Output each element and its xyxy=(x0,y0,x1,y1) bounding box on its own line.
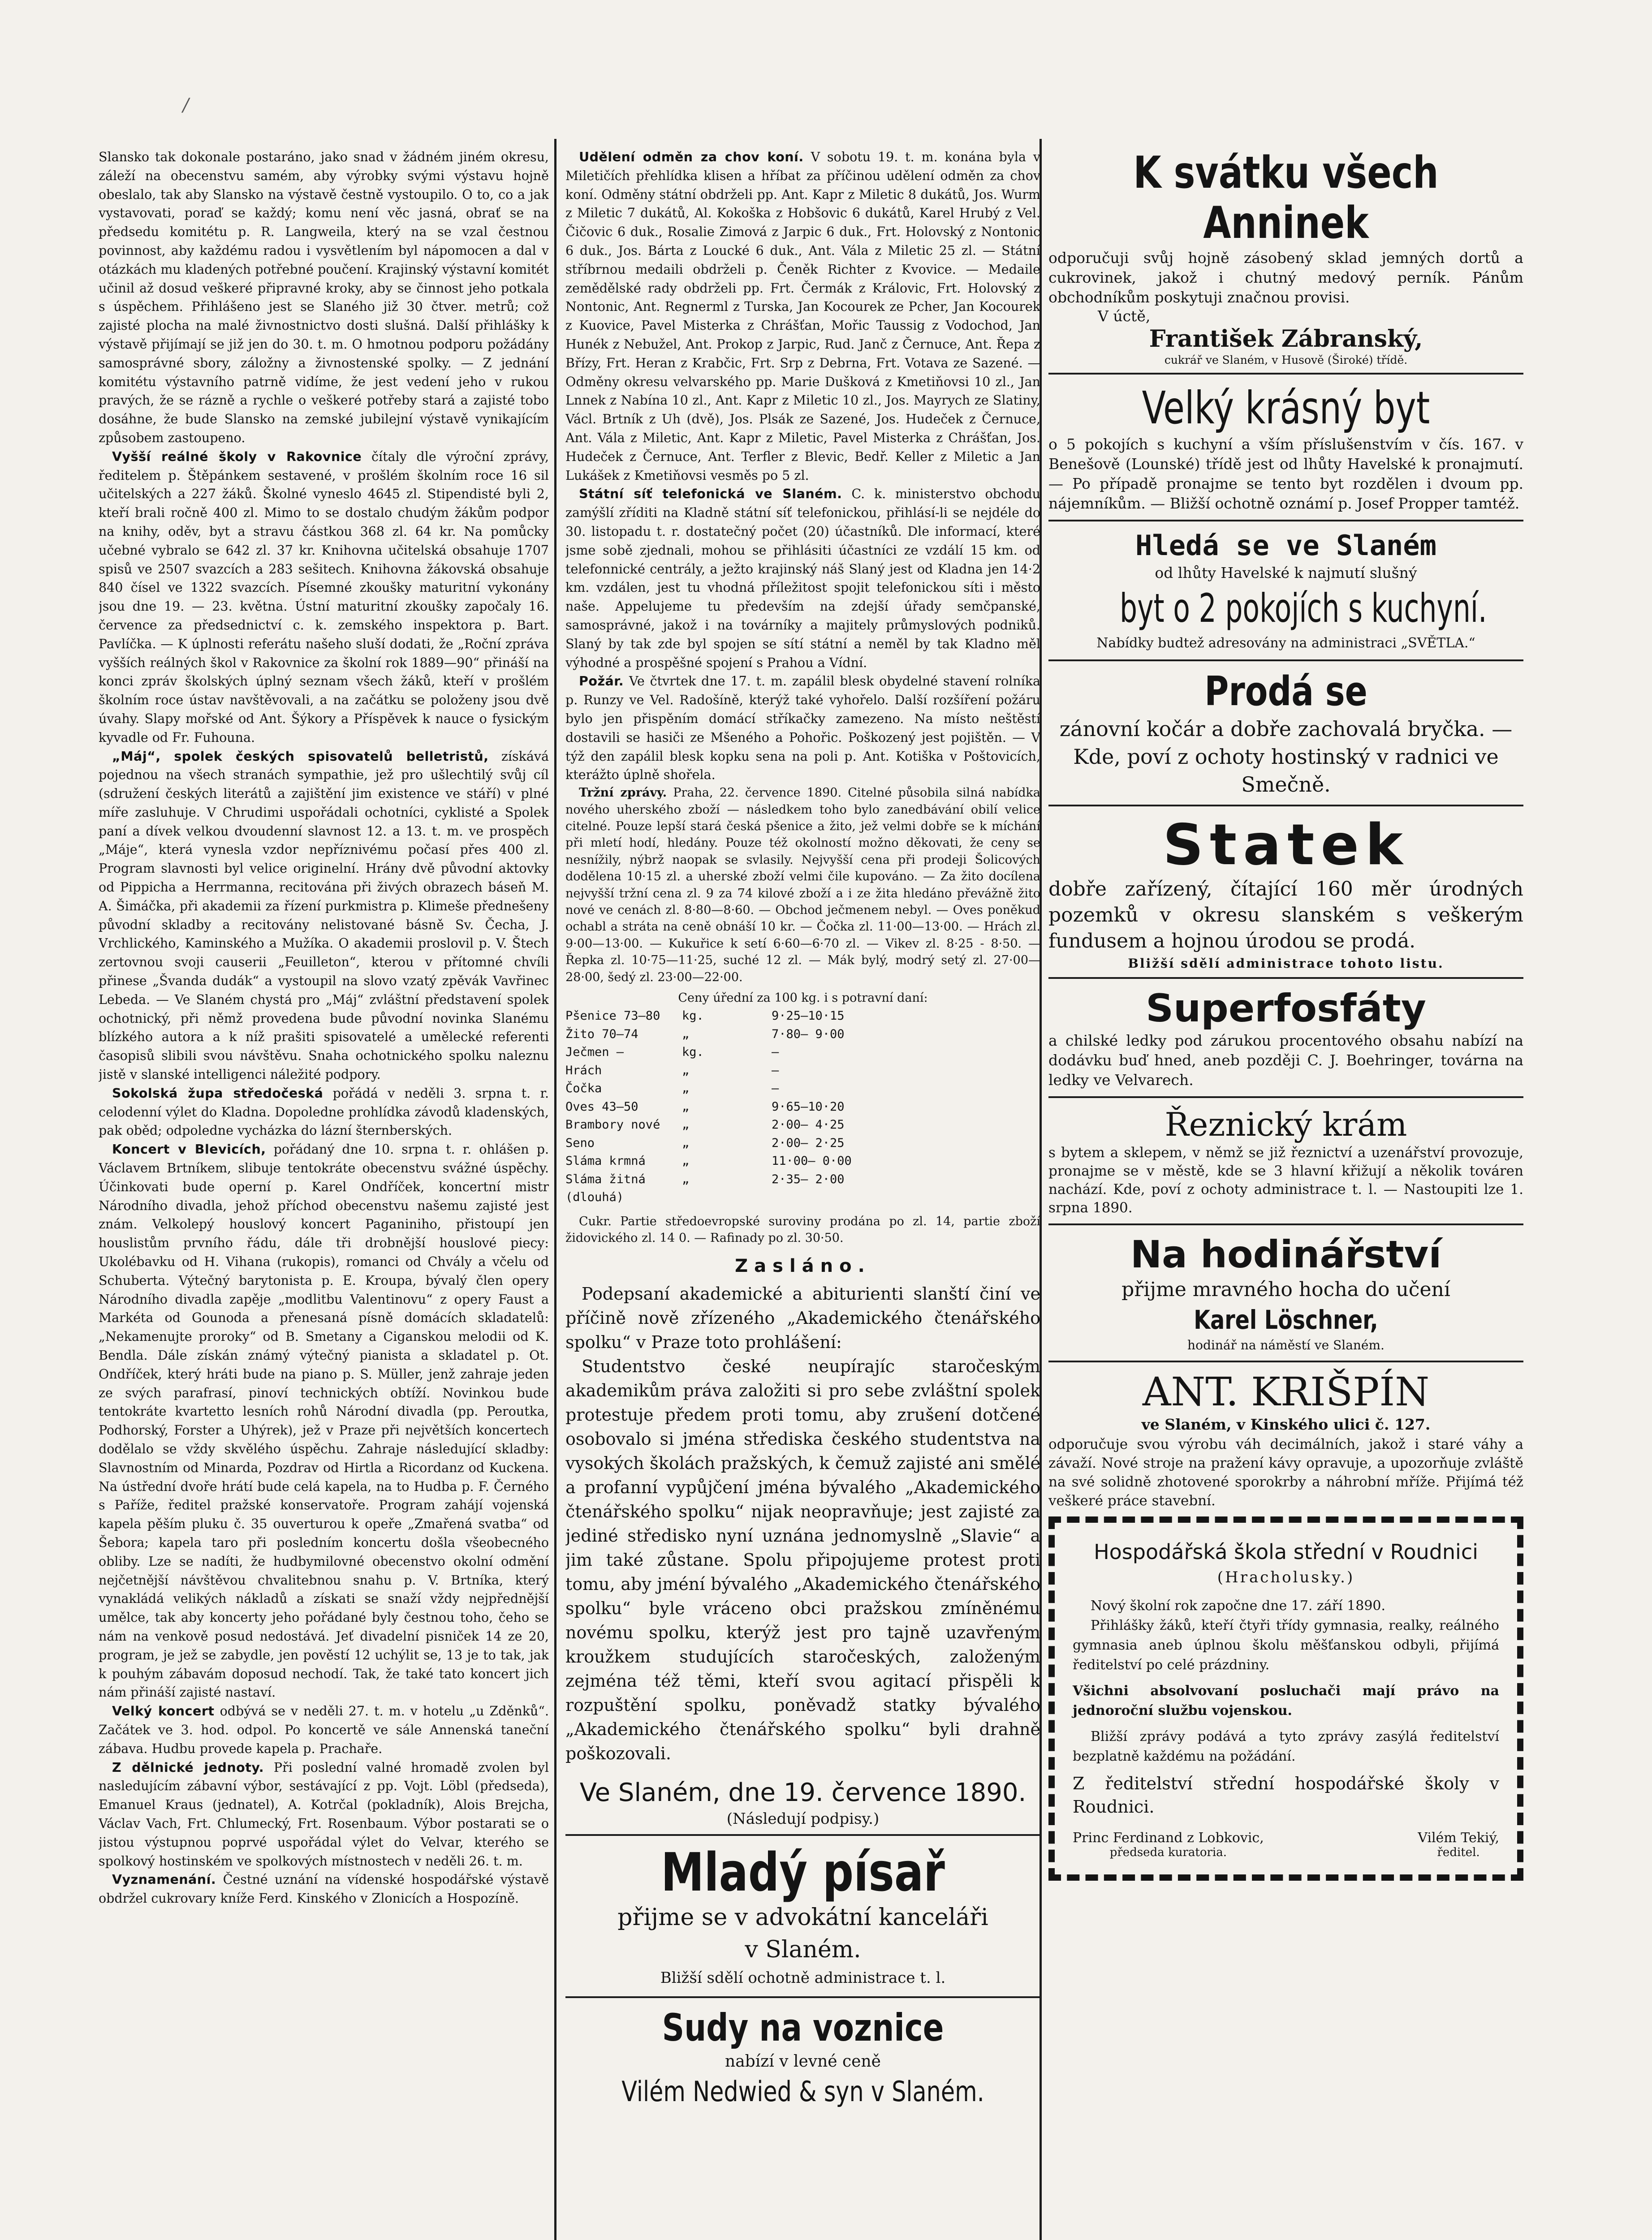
price-row xyxy=(565,1134,1040,1153)
price-table-caption: Ceny úřední za 100 kg. i s potravní daní: xyxy=(678,991,928,1005)
ad-krispin xyxy=(1048,1370,1523,1510)
article-vyznamenani-heading: Vyznamenání. xyxy=(112,1872,216,1887)
price-name: Sláma žitná (dlouhá) xyxy=(565,1172,646,1205)
price-name: Ječmen — xyxy=(565,1045,624,1060)
article-sokol-heading: Sokolská župa středočeská xyxy=(112,1086,323,1101)
divider xyxy=(1048,1096,1523,1098)
divider xyxy=(565,1834,1040,1836)
price-name: Hrách xyxy=(565,1063,602,1077)
column-rule-left xyxy=(554,139,556,2240)
article-pozar-heading: Požár. xyxy=(579,674,624,689)
price-unit: „ xyxy=(682,1063,690,1077)
price-name: Žito 70—74 xyxy=(565,1027,638,1041)
ad-statek-text: dobře zařízený, čítající 160 měr úrodných pozemků v okresu slanském s veškerým fundusem a hojnou úrodou se prodá. xyxy=(1048,878,1523,952)
ad-reznicky-kram-title: Řeznický krám xyxy=(1165,1106,1407,1143)
price-unit: „ xyxy=(682,1154,690,1168)
news-column-left xyxy=(99,148,549,2240)
price-name: Pšenice 73—80 xyxy=(565,1009,660,1023)
zaslano-dateline: Ve Slaném, dne 19. července 1890. xyxy=(579,1778,1027,1807)
article-rakovnice xyxy=(99,448,549,747)
ad-anninek-name: František Zábranský, xyxy=(1149,325,1423,353)
ad-sudy-line2: Vilém Nedwied & syn v Slaném. xyxy=(621,2075,984,2108)
article-rakovnice-heading: Vyšší reálné školy v Rakovnice xyxy=(112,449,362,464)
price-row xyxy=(565,1098,1040,1116)
ad-skola-p1: Nový školní rok započne dne 17. září 1890. xyxy=(1091,1598,1386,1614)
ad-hleda-note: Nabídky budtež adresovány na administraci „SVĚTLA.“ xyxy=(1096,635,1475,651)
article-vyznamenani-text: Čestné uznání na vídenské hospodářské výstavě obdržel cukrovary kníže Ferd. Kinského v Zlonicích a Hospozíně. xyxy=(99,1872,549,1906)
price-value: — xyxy=(772,1063,779,1077)
price-row xyxy=(565,1080,1040,1098)
article-odmeny-heading: Udělení odměn za chov koní. xyxy=(579,150,804,164)
divider xyxy=(1048,1223,1523,1225)
price-row xyxy=(565,1007,1040,1025)
ad-krispin-text: odporučuje svou výrobu váh decimálních, jakož i staré váhy a závaží. Nové stroje na pražení kávy opravuje, a upozorňuje zvláště na své solidně zhotovené sporokrby a náhrobní mříže. Přijímá též veškeré práce stavební. xyxy=(1048,1436,1523,1509)
article-maj-heading: „Máj“, spolek českých spisovatelů belletristů, xyxy=(112,749,489,764)
article-delnicka-jednota-text: Při poslední valné hromadě zvolen byl nasledujícím zábavní výbor, sestávající z pp. Vojt. Löbl (předseda), Emanuel Kraus (jednatel), A. Kotrčal (pokladník), Alois Brejcha, Václav Vach, Frt. Chlumecký, Frt. Rosenbaum. Výbor postarati se o jistou výstupnou poprvé uspořádal výlet do Velvar, kterého se spolkový hostinském ve spolkových místnostech v neděli 26. t. m. xyxy=(99,1760,549,1869)
price-row xyxy=(565,1171,1040,1207)
article-vyznamenani xyxy=(99,1870,549,1908)
price-unit: „ xyxy=(682,1081,690,1096)
article-velky-koncert-heading: Velký koncert xyxy=(112,1704,215,1719)
ad-skola-sub: (Hracholusky.) xyxy=(1217,1568,1355,1586)
price-value: 7·80— 9·00 xyxy=(772,1027,845,1041)
article-telefon-text: C. k. ministerstvo obchodu zamýšlí zříditi na Kladně státní síť telefonickou, přihlásí-li se nejdéle do 30. listopadu t. r. dostatečný počet (20) účastníků. Dle informací, které jsme sobě zjednali, mohou se přihlásiti účastníci ze vzdálí 15 km. od telefonnické centrály, a ježto krajinský náš Slaný jest od Kladna jen 14·2 km. vzdálen, jest tu vhodná příležitost spojit telefonickou síti i město naše. Appelujeme tu především na zdejší úřady semčpanské, samosprávné, jakož i na továrníky a majitely průmyslových podniků. Slaný by tak zde byl spojen se sítí státní a neměl by tak Kladno měl výhodné a prospěšné spojení s Prahou a Vídní. xyxy=(565,487,1040,670)
price-value: 2·35— 2·00 xyxy=(772,1172,845,1186)
ad-hleda-title: Hledá se ve Slaném xyxy=(1135,529,1436,562)
zaslano-heading: Zasláno. xyxy=(735,1255,871,1276)
zaslano-intro: Podepsaní akademické a abiturienti slanští činí ve příčině nově zřízeného „Akademického čtenářského spolku“ v Praze toto prohlášení: xyxy=(565,1284,1040,1352)
article-telefon xyxy=(565,485,1040,672)
ad-hleda xyxy=(1048,529,1523,653)
ad-anninek xyxy=(1048,148,1523,366)
ad-skola-sig2: Vilém Tekiý, xyxy=(1418,1830,1499,1846)
ad-superfosfaty-text: a chilské ledky pod zárukou procentového obsahu nabízí na dodávku buď hned, aneb později C. J. Boehringer, továrna na ledky ve Velvarech. xyxy=(1048,1032,1523,1089)
ad-hospodarska-skola xyxy=(1048,1516,1523,1881)
price-value: 9·65—10·20 xyxy=(772,1099,845,1114)
article-koncert-heading: Koncert v Blevicích, xyxy=(112,1142,266,1157)
ad-hleda-big: byt o 2 pokojích s kuchyní. xyxy=(1120,585,1487,631)
ad-mlady-pisar-title: Mladý písař xyxy=(661,1841,945,1903)
ad-mlady-pisar-line1: přijme se v advokátní kanceláři xyxy=(617,1904,988,1931)
ad-statek-title: Statek xyxy=(1163,812,1409,878)
ad-mlady-pisar xyxy=(565,1843,1040,1990)
ad-skola-p5: Z ředitelství střední hospodářské školy v Roudnici. xyxy=(1073,1774,1499,1817)
ad-superfosfaty xyxy=(1048,986,1523,1090)
ad-hodinarstvi-sub: přijme mravného hocha do učení xyxy=(1121,1278,1450,1301)
article-trzni-zpravy-text: Praha, 22. července 1890. Citelné působila silná nabídka nového uherského zboží — následkem toho bylo zanedbávání obilí velice citelné. Pouze lepší stará česká pšenice a žito, jež velmi dobře se k míchání při mletí hodí, hledány. Pouze též okolností možno děkovati, že ceny se nesnížily, nýbrž naopak se svlasily. Nejvyšší cena při prodeji Šolicových dodělena 10·15 zl. a uherské zboží velmi čile kupováno. — Za žito docílena nejvyšší tržní cena zl. 9 za 74 kilové zboží a i ze žita hledáno převážně žito nové ve cenách zl. 8·80—8·60. — Obchod ječmenem nebyl. — Oves poněkud ochabl a stráta na ceně obnáší 10 kr. — Čočka zl. 11·00—13·00. — Hrách zl. 9·00—13·00. — Kukuřice k setí 6·60—6·70 zl. — Vikev zl. 8·25 - 8·50. — Řepka zl. 10·75—11·25, suché 12 zl. — Mák bylý, modrý setý zl. 27·00—28·00, šedý zl. 23·00—22·00. xyxy=(565,786,1040,984)
price-unit: kg. xyxy=(682,1009,704,1023)
ad-hodinarstvi-name: Karel Löschner, xyxy=(1194,1305,1378,1335)
ad-skola-signatures xyxy=(1073,1830,1499,1859)
article-koncert-text: pořádaný dne 10. srpna t. r. ohlášen p. Václavem Brtníkem, slibuje tentokráte obecenstvu svážné úspěchy. Účinkovati bude operní p. Karel Ondříček, koncertní mistr Národního divadla, jehož příchod obecenstvu našemu zajisté jest znám. Velkolepý houslový koncert Paganiniho, přistoupí jen houslistům prvního řádu, dále tři drobnější houslové piecy: Ukolébavku od H. Vihana (rukopis), romanci od Chvály a včelu od Schuberta. Výtečný barytonista p. E. Kroupa, bývalý člen opery Národního divadla zapěje „modlitbu Valentinovu“ z opery Faust a Markéta od Gounoda a přenesaná písně domácích skladatelů: „Nekamenujte proroky“ od B. Smetany a Ciganskou melodii od K. Bendla. Dále získán známý výtečný pianista a skladatel p. Ot. Ondříček, který hráti bude na piano p. S. Müller, jenž zahraje jeden ze svých parafrasí, pinoví technických obtíží. Novinkou bude tentokráte kvartetto lesních rohů Národní divadla (pp. Peroutka, Podhorský, Forster a Uhýrek), jež v Praze při největších koncertech dodělalo se vždy skvělého úspěchu. Zahraje následující skladby: Slavnostním od Minarda, Pozdrav od Hirtla a Ricordanz od Kuckena. Na ústřední dvoře hrátí bude celá kapela, na to Hudba p. F. Černého s Paříže, ředitel pražské konservatoře. Program zahájí vojenská kapela pěším pluku č. 35 ouverturou k opeře „Zmařená svatba“ od Šebora; kapela taro při posledním koncertu došla všeobecného obliby. Lze se nadíti, že hudbymilovné obecenstvo okolní odmění nejčetnější návštěvou chvalitebnou snahu p. V. Brtníka, který vynakládá velikých nákladů a získati se snaží vždy nejpřednější umělce, tak aby koncerty jeho pořádané byly čestnou toho, čeho se nám na venkově posud nedostává. Jeť divadelní pisniček 14 ze 20, program, je jež se zabydle, jen pověstí 12 uchýlit se, 13 je to tak, jak k pouhým zábavám doposud nechodí. Tak, že také tato koncert jich nám přináší zajisté nastaví. xyxy=(99,1142,549,1700)
divider xyxy=(565,1996,1040,1998)
ad-skola-title: Hospodářská škola střední v Roudnici xyxy=(1094,1540,1478,1564)
price-row xyxy=(565,1152,1040,1171)
article-velky-koncert xyxy=(99,1702,549,1758)
ad-byt-title: Velký krásný byt xyxy=(1142,382,1430,434)
divider xyxy=(1048,1361,1523,1362)
article-exhibition: Slansko tak dokonale postaráno, jako snad v žádném jiném okresu, záleží na obecenstvu samém, aby výrobky svými výstavu hojně obeslalo, tak aby Slansko na výstavě čestně vystoupilo. O to, co a jak vystavovati, poraď se každý; komu není věc jasná, obrať se na předsedu komitétu p. R. Langweila, který na se vzal čestnou povinnost, aby každému radou i vysvětlením byl nápomocen a dal v otázkách mu kladených potřebné poučení. Krajinský výstavní komitét učinil až dosud veškeré připravné kroky, aby se činnost jeho potkala s úspěchem. Přihlášeno jest se Slaného již 30 čtver. metrů; což zajisté plocha na malé živnostnictvo dosti slušná. Další přihlášky k výstavě přijímají se již jen do 30. t. m. O hmotnou podporu požádány samosprávné sbory, záložny a živnostenské spolky. — Z jednání komitétu výstavního patrně vidíme, že jest vedení jeho v rukou pravých, že se rázně a rychle o veškeré potřeby stará a zajisté tobo dosáhne, že bude Slansko na zemské jubilejní výstavě vynikajícím způsobem zastoupeno. xyxy=(99,150,549,445)
price-value: 9·25—10·15 xyxy=(772,1009,845,1023)
price-name: Oves 43—50 xyxy=(565,1099,638,1114)
ad-byt xyxy=(1048,382,1523,513)
price-row xyxy=(565,1025,1040,1044)
ad-sudy xyxy=(565,2005,1040,2110)
article-telefon-heading: Státní síť telefonická ve Slaném. xyxy=(579,487,842,502)
zaslano-signatures-note: (Následují podpisy.) xyxy=(726,1809,880,1828)
ad-byt-text: o 5 pokojích s kuchyní a vším příslušenstvím v čís. 167. v Benešově (Lounské) třídě jest od lhůty Havelské k pronajmutí. — Po případě pronajme se tento byt rozdělen i dvoum pp. nájemníkům. — Bližší ochotně oznámí p. Josef Propper tamtéž. xyxy=(1048,435,1523,512)
zaslano-body: Studentstvo české neupírajíc staročeským akademikům práva založiti si pro sebe zvláštní spolek protestuje předem proti tomu, aby zrušení dotčené osobovalo si jména střediska českého studentstva na vysokých školách pražských, k čemuž zajisté ani smělé a profanní vypůjčení jména bývalého „Akademického čtenářského spolku“ nijak neopravňuje; jest zajisté za jediné středisko nyní uznána jednomyslně „Slavie“ a jim také zůstane. Spolu připojujeme protest proti tomu, aby jméní bývalého „Akademického čtenářského spolku“ byle vráceno obci pražskou zmíněnému novému spolku, kterýž jest pro tajně uzavřeným kroužkem studujících staročeských, založeným zejména též těmi, kteří svou agitací přispěli k rozpuštění spolku, poněvadž statky bývalého „Akademického čtenářského spolku“ byli drahně poškozovali. xyxy=(565,1356,1040,1763)
ad-skola-sig1: Princ Ferdinand z Lobkovic, xyxy=(1073,1830,1264,1846)
ad-sudy-title: Sudy na voznice xyxy=(662,2005,944,2050)
ad-proda xyxy=(1048,668,1523,798)
divider xyxy=(1048,659,1523,661)
ad-skola-sig2-role: ředitel. xyxy=(1437,1846,1480,1859)
price-unit: „ xyxy=(682,1118,690,1132)
article-odmeny-text: V sobotu 19. t. m. konána byla v Miletičích přehlídka klisen a hříbat za příčinou udělení odměn za chov koní. Odměny státní obdrželi pp. Ant. Kapr z Miletic 8 dukátů, Jos. Wurm z Miletic 7 dukátů, Al. Kokoška z Hobšovic 6 dukátů, Karel Hrubý z Vel. Čičovic 6 duk., Rosalie Zimová z Jarpic 6 duk., Frt. Holovský z Nontonic 6 duk., Jos. Bárta z Loucké 6 duk., Ant. Vála z Miletic 25 zl. — Státní stříbrnou medaili obdrželi p. Čeněk Richter z Kvovice. — Medaile zemědělské rady obdrželi pp. Frt. Čermák z Královic, Frt. Holovský z Nontonic, Ant. Regnerml z Turska, Jan Kocourek ze Pcher, Jan Kocourek z Kuovice, Pavel Misterka z Chrášťan, Mořic Taussig z Vodochod, Jan Hunék z Nebužel, Ant. Prokop z Jarpic, Rud. Janč z Černuce, Ant. Řepa z Břízy, Frt. Heran z Krabčic, Frt. Srp z Debrna, Frt. Votava ze Sazené. — Odměny okresu velvarského pp. Marie Dušková z Kmetiňovsi 10 zl., Jan Lnnek z Nabína 10 zl., Ant. Kapr z Miletic 10 zl., Jos. Mayrych ze Slatiny, Václ. Brtník z Uh (dvě), Jos. Plsák ze Sazené, Jos. Hudeček z Černuce, Ant. Vála z Miletic, Ant. Kapr z Miletic, Pavel Misterka z Chrášťan, Jos. Hudeček z Černuce, Ant. Terfler z Blevic, Bedř. Keller z Miletic a Jan Lukášek z Kmetiňovsi vesměs po 5 zl. xyxy=(565,150,1040,483)
price-value: — xyxy=(772,1081,779,1096)
ad-reznicky-kram-text: s bytem a sklepem, v němž se již řeznictví a uzenářství provozuje, pronajme se v městě, kde se 3 hlavní křižují a několik továren nachází. Kde, poví z ochoty administrace t. l. — Nastoupiti lze 1. srpna 1890. xyxy=(1048,1145,1523,1216)
ad-mlady-pisar-line2: v Slaném. xyxy=(745,1936,861,1963)
article-pozar-text: Ve čtvrtek dne 17. t. m. zapálil blesk obydelné stavení rolníka p. Runzy ve Vel. Radošíně, kterýž také vyhořelo. Další rozšíření požáru bylo jen přispěním domácí stříkačky zamezeno. Na místo neštěstí dostavili se hasiči ze Mšeného a Pohořic. Poškozený jest pojištěn. — V týž den zapálil blesk kopku sena na poli p. Ant. Kotiška v Poštovicích, kterážto úplně shořela. xyxy=(565,674,1040,783)
ad-sudy-line1: nabízí v levné ceně xyxy=(725,2052,881,2071)
price-name: Čočka xyxy=(565,1081,602,1096)
price-row xyxy=(565,1043,1040,1062)
article-pozar xyxy=(565,672,1040,784)
divider xyxy=(1048,805,1523,806)
ad-hodinarstvi xyxy=(1048,1232,1523,1354)
ad-krispin-sub: ve Slaném, v Kinského ulici č. 127. xyxy=(1141,1416,1431,1433)
ad-proda-text: zánovní kočár a dobře zachovalá bryčka. — Kde, poví z ochoty hostinský v radnici ve Smečně. xyxy=(1059,717,1513,797)
ad-skola-p3: Všichni absolvovaní posluchači mají právo na jednoroční službu vojenskou. xyxy=(1073,1683,1499,1719)
ad-reznicky-kram xyxy=(1048,1105,1523,1217)
ad-skola-p4: Bližší zprávy podává a tyto zprávy zasýlá ředitelství bezplatně každému na požádání. xyxy=(1073,1729,1499,1764)
ad-hodinarstvi-address: hodinář na náměstí ve Slaném. xyxy=(1187,1338,1385,1353)
price-name: Brambory nové xyxy=(565,1118,660,1132)
ad-anninek-text: odporučuji svůj hojně zásobený sklad jemných dortů a cukrovinek, jakož i chutný medový perník. Pánům obchodníkům poskytuji značnou provisi. xyxy=(1048,249,1523,306)
ad-proda-title: Prodá se xyxy=(1204,668,1367,715)
price-row xyxy=(565,1062,1040,1080)
divider xyxy=(1048,520,1523,521)
ad-skola-p2: Přihlášky žáků, kteří čtyři třídy gymnasia, realky, reálného gymnasia aneb úplnou školu měšťanskou odbyli, přijímá ředitelství po celé prázdniny. xyxy=(1073,1618,1499,1673)
ad-mlady-pisar-note: Bližší sdělí ochotně administrace t. l. xyxy=(660,1969,946,1987)
ad-superfosfaty-title: Superfosfáty xyxy=(1146,986,1426,1031)
price-unit: „ xyxy=(682,1027,690,1041)
ad-anninek-title: K svátku všech Anninek xyxy=(1133,148,1439,249)
article-velky-koncert-text: odbývá se v neděli 27. t. m. v hotelu „u Zděnků“. Začátek ve 3. hod. odpol. Po koncertě ve sále Annenská taneční zábava. Hudbu provede kapela p. Prachaře. xyxy=(99,1704,549,1756)
price-name: Sláma krmná xyxy=(565,1154,646,1168)
price-name: Seno xyxy=(565,1136,595,1150)
ad-krispin-title: ANT. KRIŠPÍN xyxy=(1142,1369,1430,1415)
divider xyxy=(1048,373,1523,375)
article-sokol-text: pořádá v neděli 3. srpna t. r. celodenní výlet do Kladna. Dopoledne prohlídka závodů kladenských, pak oběd; odpoledne vycházka do lázní šternberských. xyxy=(99,1086,549,1138)
article-sokol xyxy=(99,1084,549,1140)
article-maj xyxy=(99,747,549,1084)
article-maj-text: získává pojednou na všech stranách sympathie, jež pro ušlechtilý svůj cíl (sdružení českých literátů a zajištění jim existence ve stáří) v plné míře zasluhuje. V Chrudimi uspořádali ochotníci, cyklisté a Spolek paní a dívek velkou dvoudenní slavnost 12. a 13. t. m. ve prospěch „Máje“, která vynesla vzdor nepříznivému počasí přes 400 zl. Program slavnosti byl velice originelní. Hrány dvě původní aktovky od Pippicha a Herrmanna, recitována při živých obrazech báseň M. A. Šimáčka, při akademii za řízení purkmistra p. Klimeše přednešeny původní skladby a recitovány nelistované básně Sv. Čecha, J. Vrchlického, Kaminského a Mužíka. O akademii proslovil p. V. Štech zertovnou svoji causerii „Feuilleton“, kterou v přítomné chvíli přinese „Švanda dudák“ a vystoupil na slovo vzatý zpěvák Vavřinec Lebeda. — Ve Slaném chystá pro „Máj“ zvláštní představení spolek ochotnický, při němž provedena bude původní novinka Slanému blízkého autora a k níž prašiti spisovatelé a umělecké referenti časopisů slibili svou návštěvu. Snaha ochotnického spolku naleznu jistě v slanské intelligenci náležité podpory. xyxy=(99,749,549,1082)
article-delnicka-jednota-heading: Z dělnické jednoty. xyxy=(112,1760,264,1775)
ads-column-right xyxy=(1048,148,1523,2240)
price-value: 11·00— 0·00 xyxy=(772,1154,852,1168)
ad-skola-sig1-role: předseda kuratoria. xyxy=(1109,1846,1227,1859)
price-unit: „ xyxy=(682,1172,690,1186)
margin-mark: / xyxy=(183,95,189,116)
divider xyxy=(1048,977,1523,979)
price-row xyxy=(565,1116,1040,1134)
article-trzni-zpravy xyxy=(565,784,1040,986)
price-unit: „ xyxy=(682,1136,690,1150)
article-koncert xyxy=(99,1140,549,1702)
ad-hleda-sub: od lhůty Havelské k najmutí slušný xyxy=(1155,564,1417,582)
ad-statek-note: Bližší sdělí administrace tohoto listu. xyxy=(1128,956,1444,971)
article-delnicka-jednota xyxy=(99,1758,549,1871)
ad-hodinarstvi-title: Na hodinářství xyxy=(1130,1232,1442,1276)
article-rakovnice-text: čítaly dle výroční zprávy, ředitelem p. Štěpánkem sestavené, v prošlém školním roce 16 sil učitelských a 227 žáků. Školné vyneslo 4645 zl. Stipendisté byli 2, kteří brali ročně 400 zl. Mimo to se dostalo chudým žákům podpor na knihy, oděv, byt a stravu částkou 368 zl. 64 kr. Na pomůcky učebné vybralo se 642 zl. 37 kr. Knihovna učitelská obsahuje 1707 spisů ve 2507 svazcích a 283 sešitech. Knihovna žákovská obsahuje 840 čísel ve 1322 svazcích. Písemné zkoušky maturitní vykonány jsou dne 19. — 23. května. Ústní maturitní zkoušky započaly 16. července za předsednictví c. k. zemského inspektora p. Bart. Pavlíčka. — K úplnosti referátu našeho sluší dodati, že „Roční zpráva vyšších reálných škol v Rakovnice za školní rok 1889—90“ přináší na konci zpráv školských úplný seznam všech žáků, kteří v prošlém školním roce ústav navštěvovali, a na začátku se položeny jsou dvě úvahy. Slapy mořské od Ant. Šýkory a Příspěvek k nauce o fysickým kyvadle od Fr. Fuhouna. xyxy=(99,449,549,745)
ad-anninek-address: cukrář ve Slaném, v Husově (Široké) třídě. xyxy=(1164,353,1408,366)
ad-anninek-greeting: V úctě, xyxy=(1098,307,1151,325)
price-value: 2·00— 2·25 xyxy=(772,1136,845,1150)
price-unit: kg. xyxy=(682,1045,704,1060)
price-value: — xyxy=(772,1045,779,1060)
ad-statek xyxy=(1048,814,1523,971)
price-table xyxy=(565,989,1040,1207)
news-column-middle xyxy=(565,148,1040,2240)
article-cukr: Cukr. Partie středoevropské suroviny prodána po zl. 14, partie zboží židovického zl. 14 0. — Rafinady po zl. 30·50. xyxy=(565,1214,1040,1245)
price-value: 2·00— 4·25 xyxy=(772,1118,845,1132)
article-odmeny xyxy=(565,148,1040,485)
article-trzni-zpravy-heading: Tržní zprávy. xyxy=(579,786,667,800)
price-unit: „ xyxy=(682,1099,690,1114)
